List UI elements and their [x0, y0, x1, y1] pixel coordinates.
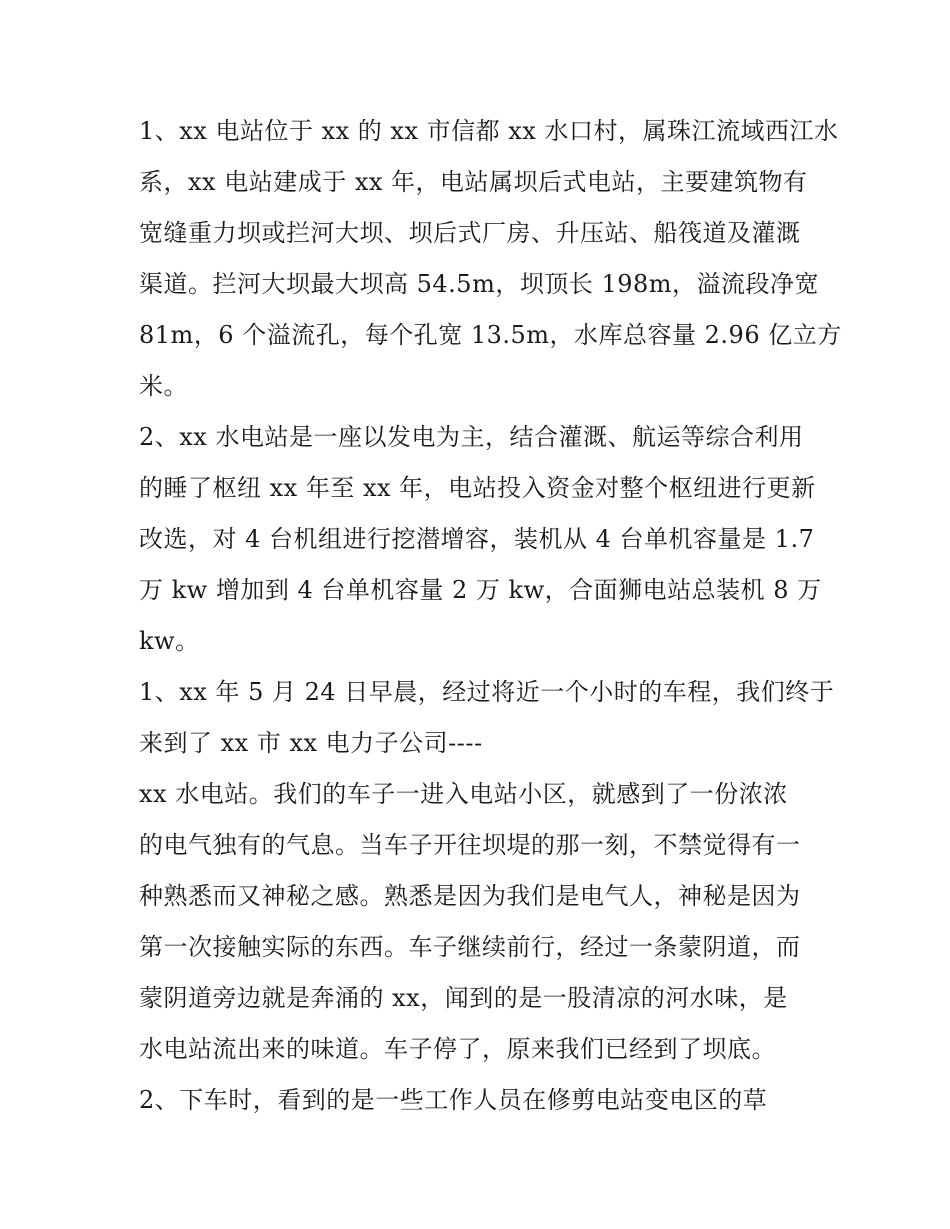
text-line: 渠道。拦河大坝最大坝高 54.5m，坝顶长 198m，溢流段净宽: [139, 270, 820, 298]
text-line: 1、xx 年 5 月 24 日早晨，经过将近一个小时的车程，我们终于: [139, 678, 835, 706]
text-line: 2、下车时，看到的是一些工作人员在修剪电站变电区的草: [139, 1086, 768, 1114]
text-line: 来到了 xx 市 xx 电力子公司----: [139, 729, 483, 757]
text-line: 1、xx 电站位于 xx 的 xx 市信都 xx 水口村，属珠江流域西江水: [139, 117, 839, 145]
text-line: 的电气独有的气息。当车子开往坝堤的那一刻，不禁觉得有一: [139, 831, 801, 859]
text-line: 种熟悉而又神秘之感。熟悉是因为我们是电气人，神秘是因为: [139, 882, 801, 910]
text-line: 81m，6 个溢流孔，每个孔宽 13.5m，水库总容量 2.96 亿立方: [139, 321, 842, 349]
text-line: 第一次接触实际的东西。车子继续前行，经过一条蒙阴道，而: [139, 933, 801, 961]
text-line: 系，xx 电站建成于 xx 年，电站属坝后式电站，主要建筑物有: [139, 168, 808, 196]
text-line: xx 水电站。我们的车子一进入电站小区，就感到了一份浓浓: [139, 780, 788, 808]
text-line: 的睡了枢纽 xx 年至 xx 年，电站投入资金对整个枢纽进行更新: [139, 474, 816, 502]
body-text: [139, 106, 842, 1126]
text-line: 蒙阴道旁边就是奔涌的 xx，闻到的是一股清凉的河水味，是: [139, 984, 788, 1012]
text-line: 2、xx 水电站是一座以发电为主，结合灌溉、航运等综合利用: [139, 423, 804, 451]
text-line: 米。: [139, 372, 188, 400]
text-line: 宽缝重力坝或拦河大坝、坝后式厂房、升压站、船筏道及灌溉: [139, 219, 801, 247]
text-line: 水电站流出来的味道。车子停了，原来我们已经到了坝底。: [139, 1035, 776, 1063]
text-line: 万 kw 增加到 4 台单机容量 2 万 kw，合面狮电站总装机 8 万: [139, 576, 822, 604]
text-line: kw。: [139, 627, 200, 655]
text-line: 改选，对 4 台机组进行挖潜增容，装机从 4 台单机容量是 1.7: [139, 525, 815, 553]
